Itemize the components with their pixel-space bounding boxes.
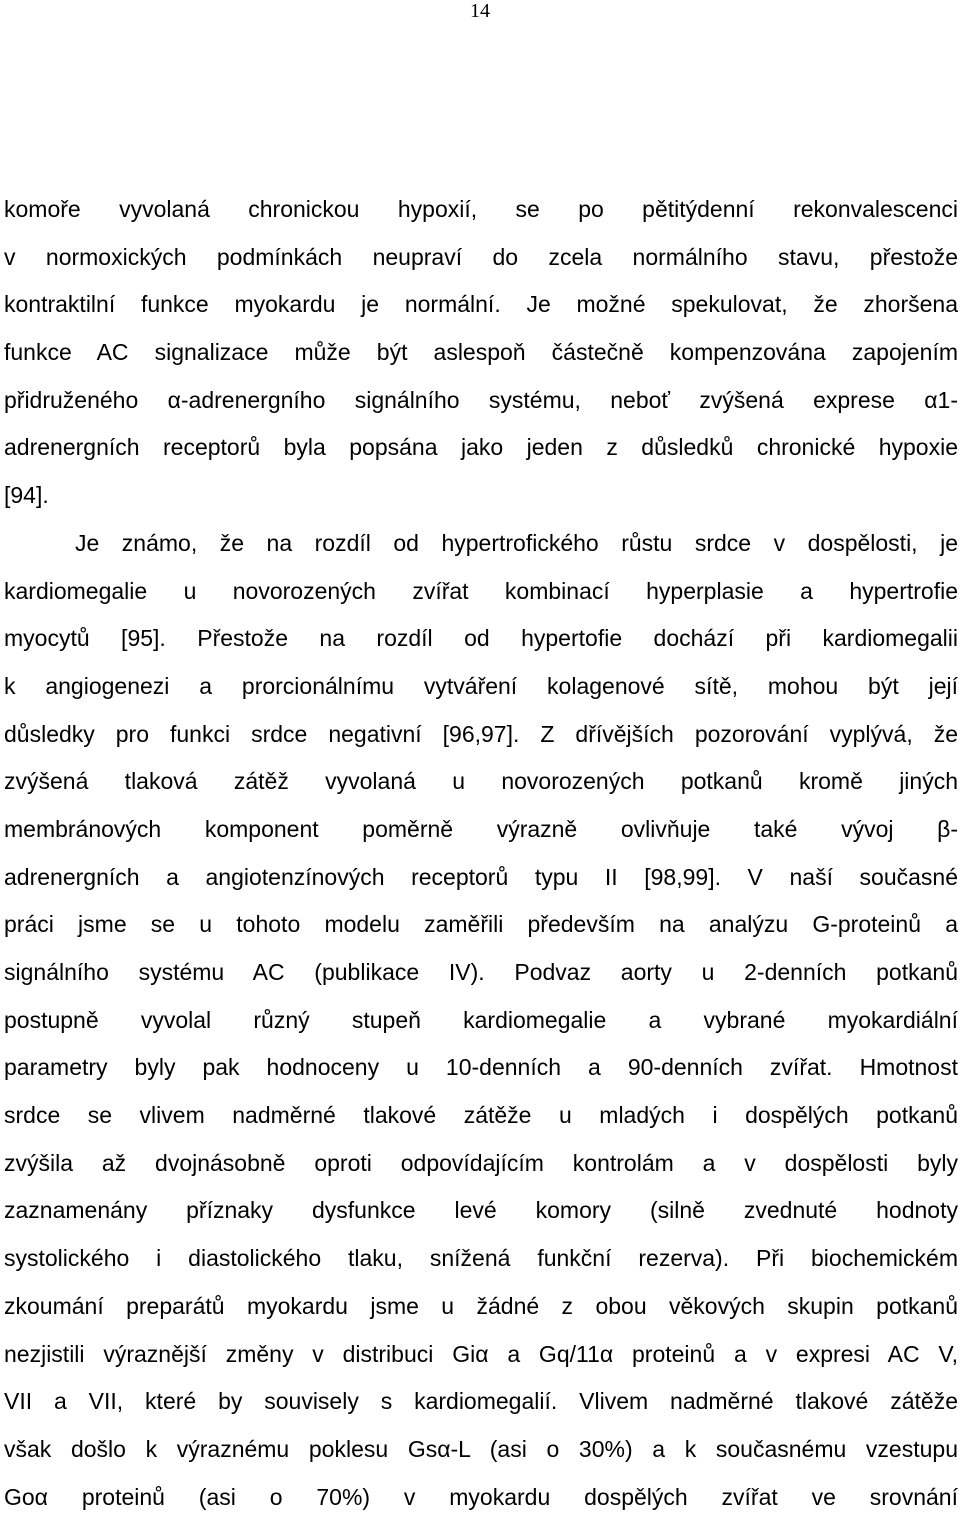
text-line: myocytů [95]. Přestože na rozdíl od hypertofie dochází při kardiomegalii <box>4 625 958 652</box>
page-number: 14 <box>470 0 490 22</box>
text-line: zvýšená tlaková zátěž vyvolaná u novorozených potkanů kromě jiných <box>4 768 958 795</box>
text-line: důsledky pro funkci srdce negativní [96,97]. Z dřívějších pozorování vyplývá, že <box>4 720 958 747</box>
text-line: adrenergních a angiotenzínových receptorů typu II [98,99]. V naší současné <box>4 863 958 890</box>
text-line: systolického i diastolického tlaku, snížená funkční rezerva). Při biochemickém <box>4 1245 958 1272</box>
text-line: Je známo, že na rozdíl od hypertrofického růstu srdce v dospělosti, je <box>75 529 958 556</box>
text-line: [94]. <box>4 482 49 509</box>
text-line: srdce se vlivem nadměrné tlakové zátěže u mladých i dospělých potkanů <box>4 1102 958 1129</box>
text-line: signálního systému AC (publikace IV). Podvaz aorty u 2-denních potkanů <box>4 959 958 985</box>
text-line: přidruženého α-adrenergního signálního systému, neboť zvýšená exprese α1- <box>4 386 958 413</box>
text-line: parametry byly pak hodnoceny u 10-denních a 90-denních zvířat. Hmotnost <box>4 1054 958 1081</box>
text-line: adrenergních receptorů byla popsána jako jeden z důsledků chronické hypoxie <box>4 434 958 461</box>
text-line: komoře vyvolaná chronickou hypoxií, se po pětitýdenní rekonvalescenci <box>4 196 958 222</box>
text-line: zkoumání preparátů myokardu jsme u žádné z obou věkových skupin potkanů <box>4 1292 958 1319</box>
text-line: kontraktilní funkce myokardu je normální. Je možné spekulovat, že zhoršena <box>4 291 958 318</box>
text-line: VII a VII, které by souvisely s kardiomegalií. Vlivem nadměrné tlakové zátěže <box>4 1388 958 1415</box>
text-line: zvýšila až dvojnásobně oproti odpovídajícím kontrolám a v dospělosti byly <box>4 1149 958 1176</box>
text-line: však došlo k výraznému poklesu Gsα-L (asi o 30%) a k současnému vzestupu <box>4 1435 958 1462</box>
body-text <box>4 186 958 1521</box>
text-line: zaznamenány příznaky dysfunkce levé komory (silně zvednuté hodnoty <box>4 1197 958 1224</box>
text-line: nezjistili výraznější změny v distribuci Giα a Gq/11α proteinů a v expresi AC V, <box>4 1340 958 1367</box>
text-line: k angiogenezi a prorcionálnímu vytváření kolagenové sítě, mohou být její <box>4 672 958 699</box>
text-line: kardiomegalie u novorozených zvířat kombinací hyperplasie a hypertrofie <box>4 577 958 604</box>
text-line: v normoxických podmínkách neupraví do zcela normálního stavu, přestože <box>4 243 958 270</box>
text-line: postupně vyvolal různý stupeň kardiomegalie a vybrané myokardiální <box>4 1006 958 1033</box>
text-line: funkce AC signalizace může být aslespoň částečně kompenzována zapojením <box>4 339 958 366</box>
text-line: práci jsme se u tohoto modelu zaměřili především na analýzu G-proteinů a <box>4 911 958 938</box>
text-line: Goα proteinů (asi o 70%) v myokardu dospělých zvířat ve srovnání <box>4 1483 958 1510</box>
text-line: membránových komponent poměrně výrazně ovlivňuje také vývoj β- <box>4 815 958 842</box>
